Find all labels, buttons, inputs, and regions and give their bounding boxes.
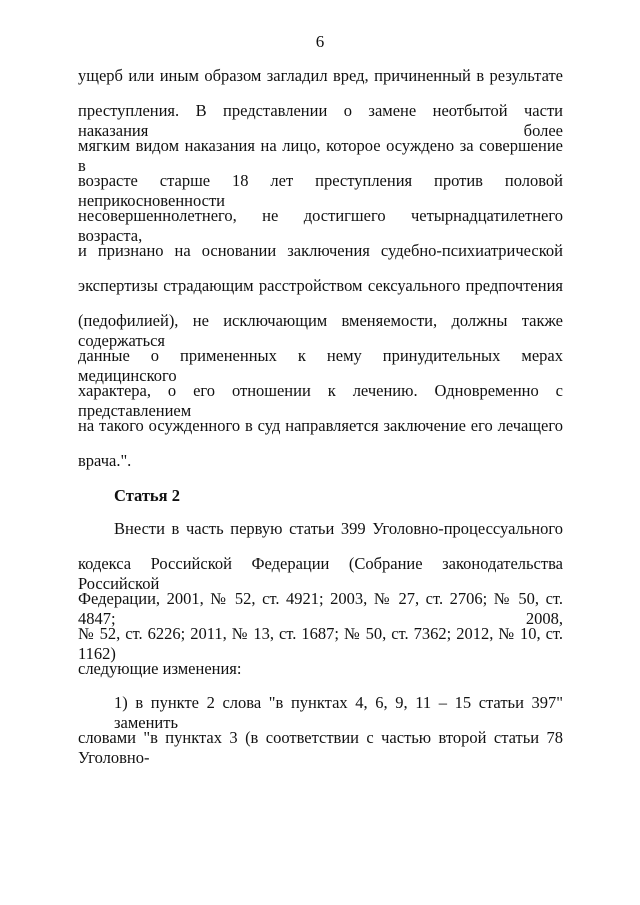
text-line: мягким видом наказания на лицо, которое осуждено за совершение в xyxy=(78,136,563,175)
text-line: 1) в пункте 2 слова "в пунктах 4, 6, 9, 11 – 15 статьи 397" заменить xyxy=(114,693,563,732)
text-line: преступления. В представлении о замене неотбытой части наказания более xyxy=(78,101,563,140)
text-line: следующие изменения: xyxy=(78,659,242,678)
article-heading: Статья 2 xyxy=(114,486,180,505)
text-line: несовершеннолетнего, не достигшего четырнадцатилетнего возраста, xyxy=(78,206,563,245)
text-line: врача.". xyxy=(78,451,132,470)
page-number: 6 xyxy=(315,32,325,51)
text-line: ущерб или иным образом загладил вред, причиненный в результате xyxy=(78,66,563,85)
text-line: Федерации, 2001, № 52, ст. 4921; 2003, № 27, ст. 2706; № 50, ст. 4847; 2008, xyxy=(78,589,563,628)
text-line: и признано на основании заключения судебно-психиатрической xyxy=(78,241,563,260)
text-line: возрасте старше 18 лет преступления против половой неприкосновенности xyxy=(78,171,563,210)
text-line: Внести в часть первую статьи 399 Уголовно-процессуального xyxy=(114,519,563,538)
text-line: № 52, ст. 6226; 2011, № 13, ст. 1687; № 50, ст. 7362; 2012, № 10, ст. 1162) xyxy=(78,624,563,663)
text-line: экспертизы страдающим расстройством сексуального предпочтения xyxy=(78,276,563,295)
text-line: характера, о его отношении к лечению. Одновременно с представлением xyxy=(78,381,563,420)
text-line: словами "в пунктах 3 (в соответствии с частью второй статьи 78 Уголовно- xyxy=(78,728,563,767)
text-line: кодекса Российской Федерации (Собрание законодательства Российской xyxy=(78,554,563,593)
text-line: на такого осужденного в суд направляется заключение его лечащего xyxy=(78,416,563,435)
text-line: (педофилией), не исключающим вменяемости, должны также содержаться xyxy=(78,311,563,350)
text-line: данные о примененных к нему принудительных мерах медицинского xyxy=(78,346,563,385)
